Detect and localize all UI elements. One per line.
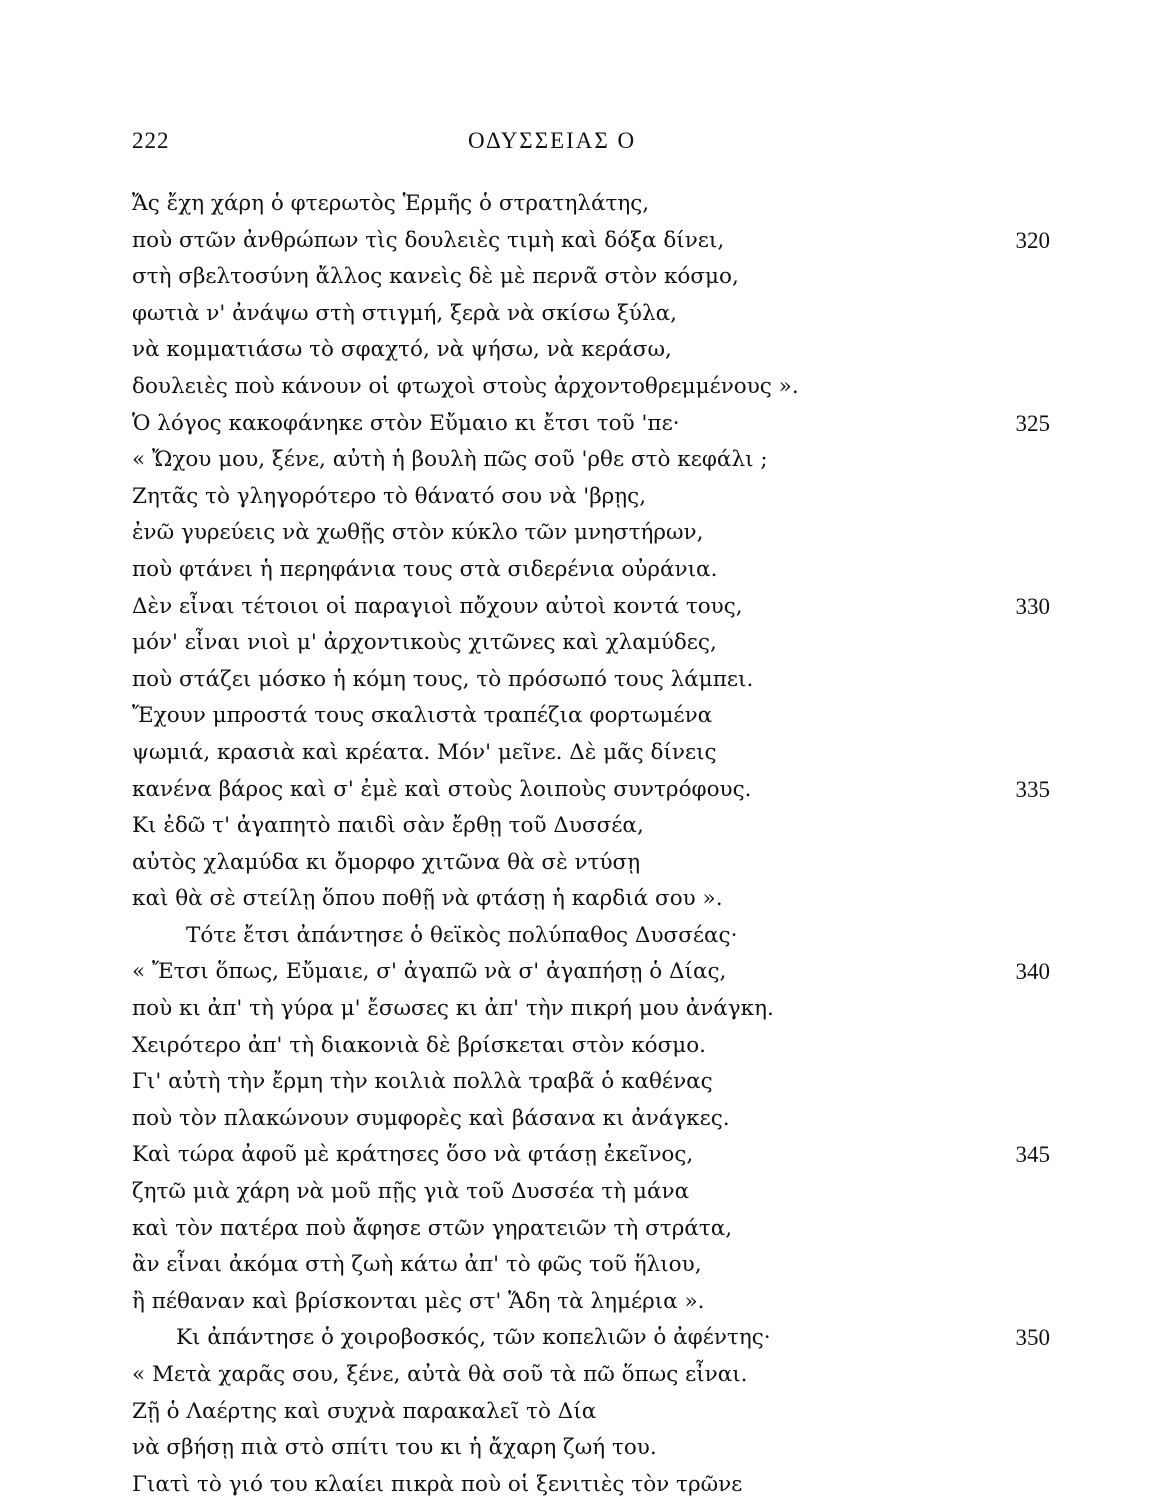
verse-line: [0, 735, 1151, 772]
line-number: 320: [1015, 227, 1050, 253]
line-number: 345: [1015, 1142, 1050, 1168]
verse-text: « Ἔτσι ὅπως, Εὔμαιε, σ' ἀγαπῶ νὰ σ' ἀγαπήσῃ ὁ Δίας,: [132, 959, 727, 985]
verse-line: [0, 515, 1151, 552]
verse-line: [0, 589, 1151, 626]
verse-text: Τότε ἔτσι ἀπάντησε ὁ θεϊκὸς πολύπαθος Δυσσέας·: [186, 922, 738, 948]
verse-line: [0, 1430, 1151, 1467]
verse-text: μόν' εἶναι νιοὶ μ' ἀρχοντικοὺς χιτῶνες καὶ χλαμύδες,: [132, 630, 717, 656]
verse-text: καὶ τὸν πατέρα ποὺ ἄφησε στῶν γηρατειῶν τὴ στράτα,: [132, 1215, 733, 1241]
verse-text: Ἔχουν μπροστά τους σκαλιστὰ τραπέζια φορτωμένα: [132, 703, 713, 729]
verse-text: Ζητᾶς τὸ γληγορότερο τὸ θάνατό σου νὰ 'βρῃς,: [132, 483, 647, 509]
line-number: 325: [1015, 410, 1050, 436]
verse-line: [0, 1284, 1151, 1321]
verse-text: Γι' αὐτὴ τὴν ἔρμη τὴν κοιλιὰ πολλὰ τραβᾶ ὁ καθένας: [132, 1069, 713, 1095]
page-number: 222: [132, 128, 170, 153]
line-number: 340: [1015, 959, 1050, 985]
verse-line: [0, 259, 1151, 296]
verse-line: [0, 1467, 1151, 1503]
verse-line: [0, 845, 1151, 882]
verse-text: Καὶ τώρα ἀφοῦ μὲ κράτησες ὅσο νὰ φτάσῃ ἐκεῖνος,: [132, 1142, 694, 1168]
verse-text: Κι ἐδῶ τ' ἀγαπητὸ παιδὶ σὰν ἔρθῃ τοῦ Δυσσέα,: [132, 813, 644, 839]
verse-line: [0, 991, 1151, 1028]
verse-line: [0, 772, 1151, 809]
verse-text: ἢ πέθαναν καὶ βρίσκονται μὲς στ' Ἅδη τὰ λημέρια ».: [132, 1288, 705, 1314]
verse-text: ζητῶ μιὰ χάρη νὰ μοῦ πῇς γιὰ τοῦ Δυσσέα τὴ μάνα: [132, 1179, 690, 1205]
verse-line: [0, 918, 1151, 955]
verse-line: [0, 1137, 1151, 1174]
verse-text: Κι ἀπάντησε ὁ χοιροβοσκός, τῶν κοπελιῶν ὁ ἀφέντης·: [176, 1325, 771, 1351]
verse-line: [0, 808, 1151, 845]
verse-text: ποὺ κι ἀπ' τὴ γύρα μ' ἔσωσες κι ἀπ' τὴν πικρή μου ἀνάγκη.: [132, 996, 774, 1022]
verse-line: [0, 1028, 1151, 1065]
verse-text: « Ὤχου μου, ξένε, αὐτὴ ἡ βουλὴ πῶς σοῦ 'ρθε στὸ κεφάλι ;: [132, 447, 768, 473]
verse-text: στὴ σβελτοσύνη ἄλλος κανεὶς δὲ μὲ περνᾶ στὸν κόσμο,: [132, 264, 739, 290]
verse-text: Ἄς ἔχη χάρη ὁ φτερωτὸς Ἑρμῆς ὁ στρατηλάτης,: [132, 191, 650, 216]
verse-line: [0, 296, 1151, 333]
verse-text: φωτιὰ ν' ἀνάψω στὴ στιγμή, ξερὰ νὰ σκίσω ξύλα,: [132, 300, 677, 326]
verse-line: [0, 1247, 1151, 1284]
verse-line: [0, 1174, 1151, 1211]
verse-text: ποὺ φτάνει ἡ περηφάνια τους στὰ σιδερένια οὐράνια.: [132, 556, 718, 582]
verse-text: ποὺ τὸν πλακώνουν συμφορὲς καὶ βάσανα κι ἀνάγκες.: [132, 1105, 730, 1131]
verse-line: [0, 698, 1151, 735]
verse-line: [0, 479, 1151, 516]
line-number: 350: [1015, 1325, 1050, 1351]
verse-line: [0, 223, 1151, 260]
verse-text: ποὺ στάζει μόσκο ἡ κόμη τους, τὸ πρόσωπό τους λάμπει.: [132, 666, 754, 692]
verse-line: [0, 662, 1151, 699]
verse-line: [0, 954, 1151, 991]
verse-block: [0, 186, 1151, 1503]
verse-text: καὶ θὰ σὲ στείλῃ ὅπου ποθῇ νὰ φτάσῃ ἡ καρδιά σου ».: [132, 886, 723, 912]
verse-text: ἐνῶ γυρεύεις νὰ χωθῇς στὸν κύκλο τῶν μνηστήρων,: [132, 520, 704, 546]
verse-text: Χειρότερο ἀπ' τὴ διακονιὰ δὲ βρίσκεται στὸν κόσμο.: [132, 1032, 707, 1058]
verse-line: [0, 442, 1151, 479]
verse-line: [0, 625, 1151, 662]
line-number: 335: [1015, 776, 1050, 802]
verse-line: [0, 1064, 1151, 1101]
verse-text: ψωμιά, κρασιὰ καὶ κρέατα. Μόν' μεῖνε. Δὲ μᾶς δίνεις: [132, 739, 717, 765]
verse-text: κανένα βάρος καὶ σ' ἐμὲ καὶ στοὺς λοιποὺς συντρόφους.: [132, 776, 752, 802]
verse-text: « Μετὰ χαρᾶς σου, ξένε, αὐτὰ θὰ σοῦ τὰ πῶ ὅπως εἶναι.: [132, 1362, 748, 1387]
verse-line: [0, 552, 1151, 589]
verse-text: δουλειὲς ποὺ κάνουν οἱ φτωχοὶ στοὺς ἀρχοντοθρεμμένους ».: [132, 373, 799, 399]
verse-line: [0, 1357, 1151, 1394]
verse-line: [0, 1394, 1151, 1431]
verse-text: Δὲν εἶναι τέτοιοι οἱ παραγιοὶ πὄχουν αὐτοὶ κοντά τους,: [132, 593, 743, 619]
verse-line: [0, 881, 1151, 918]
verse-text: Ζῇ ὁ Λαέρτης καὶ συχνὰ παρακαλεῖ τὸ Δία: [132, 1398, 597, 1424]
verse-text: ποὺ στῶν ἀνθρώπων τὶς δουλειὲς τιμὴ καὶ δόξα δίνει,: [132, 227, 725, 253]
verse-text: νὰ κομματιάσω τὸ σφαχτό, νὰ ψήσω, νὰ κεράσω,: [132, 337, 672, 363]
line-number: 330: [1015, 593, 1050, 619]
running-title: ΟΔΥΣΣΕΙΑΣ Ο: [468, 128, 637, 153]
verse-text: νὰ σβήσῃ πιὰ στὸ σπίτι του κι ἡ ἄχαρη ζωή του.: [132, 1435, 657, 1461]
verse-line: [0, 369, 1151, 406]
verse-text: ἂν εἶναι ἀκόμα στὴ ζωὴ κάτω ἀπ' τὸ φῶς τοῦ ἥλιου,: [132, 1252, 702, 1278]
verse-line: [0, 406, 1151, 443]
verse-text: Ὁ λόγος κακοφάνηκε στὸν Εὔμαιο κι ἔτσι τοῦ 'πε·: [132, 410, 680, 436]
verse-line: [0, 1211, 1151, 1248]
verse-line: [0, 332, 1151, 369]
verse-line: [0, 186, 1151, 223]
verse-line: [0, 1101, 1151, 1138]
verse-text: αὐτὸς χλαμύδα κι ὄμορφο χιτῶνα θὰ σὲ ντύσῃ: [132, 849, 641, 875]
verse-line: [0, 1320, 1151, 1357]
page-header: [0, 128, 1151, 162]
verse-text: Γιατὶ τὸ γιό του κλαίει πικρὰ ποὺ οἱ ξενιτιὲς τὸν τρῶνε: [132, 1471, 743, 1497]
